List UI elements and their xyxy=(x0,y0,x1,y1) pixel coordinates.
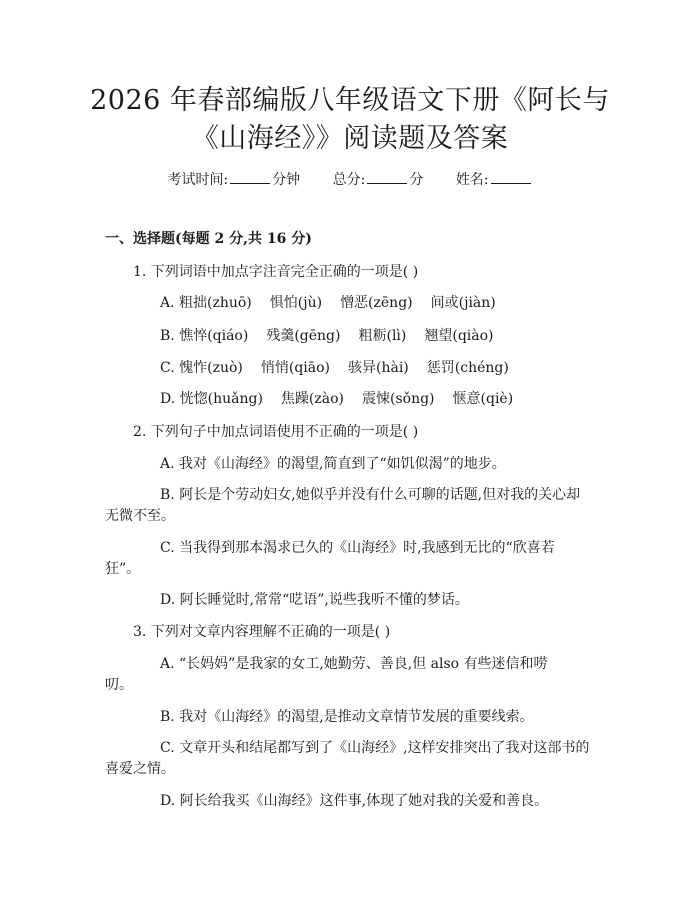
option-word: B. 憔悴(qiáo) xyxy=(160,328,249,344)
option-word: 憎恶(zēng) xyxy=(340,295,413,311)
student-name-label: 姓名: xyxy=(455,172,489,188)
exam-time-unit: 分钟 xyxy=(272,172,301,188)
option-word: 焦躁(zào) xyxy=(280,391,344,407)
page-title-line-1: 2026 年春部编版八年级语文下册《阿长与 xyxy=(90,85,610,116)
option-word: 惩罚(chéng) xyxy=(426,360,509,376)
question-2-option-c-cont: 狂”。 xyxy=(105,561,141,577)
student-name-field xyxy=(456,172,533,188)
option-word: 惬意(qiè) xyxy=(452,391,514,407)
total-score-blank xyxy=(367,171,407,184)
option-word: 残羹(gēng) xyxy=(266,328,341,344)
exam-time-label: 考试时间: xyxy=(167,172,229,188)
question-1-stem: 1. 下列词语中加点字注音完全正确的一项是( ) xyxy=(133,264,419,280)
question-3-stem: 3. 下列对文章内容理解不正确的一项是( ) xyxy=(133,624,391,640)
question-2-option-b: B. 阿长是个劳动妇女,她似乎并没有什么可聊的话题,但对我的关心却 xyxy=(160,487,581,503)
question-1-option-d xyxy=(160,392,513,406)
question-2-stem: 2. 下列句子中加点词语使用不正确的一项是( ) xyxy=(133,424,419,440)
exam-time-field xyxy=(167,172,300,188)
option-word: 粗粝(lì) xyxy=(358,328,407,344)
option-word: 悄悄(qiāo) xyxy=(260,360,330,376)
total-score-unit: 分 xyxy=(409,172,424,188)
question-1-option-a xyxy=(160,296,496,310)
exam-info xyxy=(0,169,700,189)
section-heading: 一、选择题(每题 2 分,共 16 分) xyxy=(105,231,312,247)
option-word: 翘望(qiào) xyxy=(424,328,494,344)
question-3-option-a-cont: 叨。 xyxy=(105,677,133,693)
page-title-line-2: 《山海经》》阅读题及答案 xyxy=(191,123,509,154)
question-1-option-b xyxy=(160,329,494,343)
option-word: C. 愧怍(zuò) xyxy=(160,360,243,376)
question-3-option-d: D. 阿长给我买《山海经》这件事,体现了她对我的关爱和善良。 xyxy=(160,793,549,809)
question-3-option-b: B. 我对《山海经》的渴望,是推动文章情节发展的重要线索。 xyxy=(160,709,534,725)
exam-time-blank xyxy=(230,171,270,184)
question-1-option-c xyxy=(160,361,509,375)
student-name-blank xyxy=(491,171,531,184)
total-score-field xyxy=(333,172,424,188)
question-2-option-c: C. 当我得到那本渴求已久的《山海经》时,我感到无比的“欣喜若 xyxy=(160,540,555,556)
option-word: D. 恍惚(huǎng) xyxy=(160,391,263,407)
option-word: 间或(jiàn) xyxy=(430,295,496,311)
question-3-option-c: C. 文章开头和结尾都写到了《山海经》,这样安排突出了我对这部书的 xyxy=(160,740,590,756)
option-word: 骇异(hài) xyxy=(348,360,409,376)
question-2-option-a: A. 我对《山海经》的渴望,简直到了“如饥似渴”的地步。 xyxy=(160,456,506,472)
question-2-option-b-cont: 无微不至。 xyxy=(105,508,175,524)
total-score-label: 总分: xyxy=(332,172,366,188)
question-3-option-a: A. “长妈妈”是我家的女工,她勤劳、善良,但 also 有些迷信和唠 xyxy=(160,656,548,672)
question-3-option-c-cont: 喜爱之情。 xyxy=(105,761,175,777)
option-word: A. 粗拙(zhuō) xyxy=(160,295,252,311)
option-word: 震悚(sǒng) xyxy=(362,391,435,407)
question-2-option-d: D. 阿长睡觉时,常常“呓语”,说些我听不懂的梦话。 xyxy=(160,592,469,608)
option-word: 惧怕(jù) xyxy=(269,295,323,311)
